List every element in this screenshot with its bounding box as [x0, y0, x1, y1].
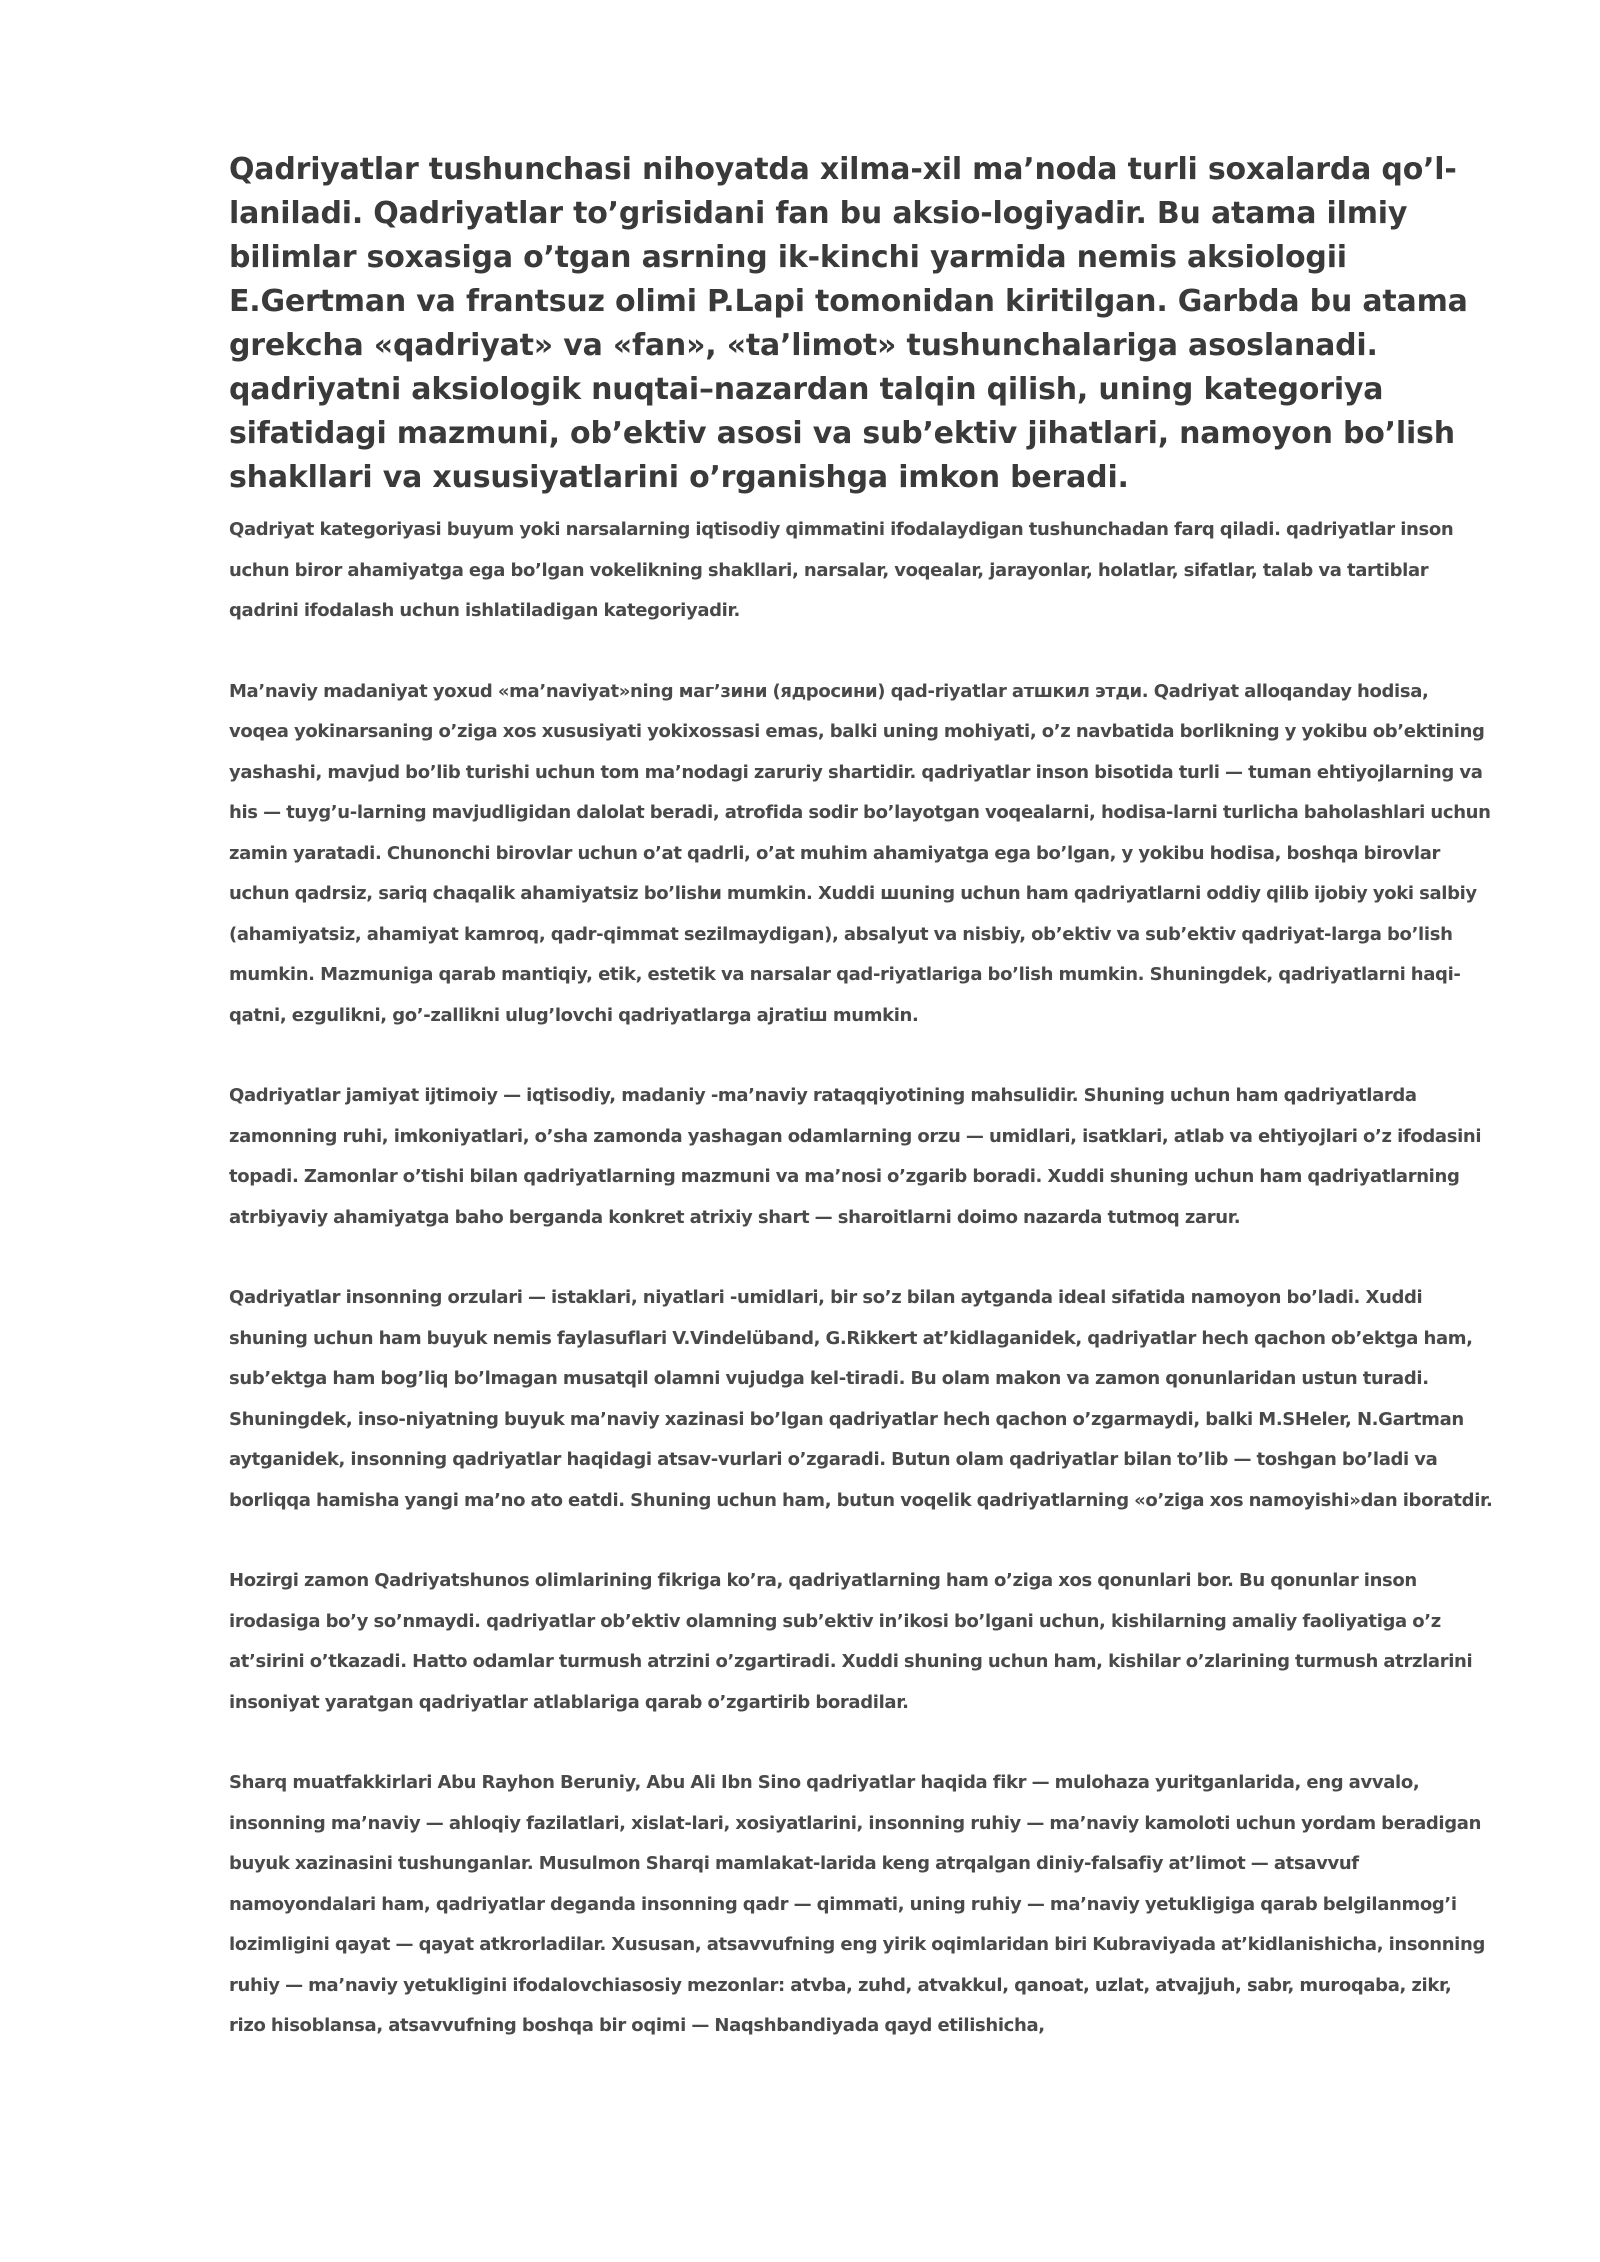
paragraph-5: Hozirgi zamon Qadriyatshunos olimlarining fikriga ko’ra, qadriyatlarning ham o’ziga xos qonunlari bor. Bu qonunlar inson irodasiga bo’y so’nmaydi. qadriyatlar ob’ektiv olamning sub’ektiv in’ikosi bo’lgani uchun, kishilarning amaliy faoliyatiga o’z at’sirini o’tkazadi. Hatto odamlar turmush atrzini o’zgartiradi. Xuddi shuning uchun ham, kishilar o’zlarining turmush atrzlarini insoniyat yaratgan qadriyatlar atlablariga qarab o’zgartirib boradilar. [229, 1570, 1473, 1713]
paragraph-6: Sharq muatfakkirlari Abu Rayhon Beruniy, Abu Ali Ibn Sino qadriyatlar haqida fikr — mulohaza yuritganlarida, eng avvalo, insonning ma’naviy — ahloqiy fazilatlari, xislat-lari, xosiyatlarini, insonning ruhiy — ma’naviy kamoloti uchun yordam beradigan buyuk xazinasini tushunganlar. Musulmon Sharqi mamlakat-larida keng atrqalgan diniy-falsafiy at’limot — atsavvuf namoyondalari ham, qadriyatlar deganda insonning qadr — qimmati, uning ruhiy — ma’naviy yetukligiga qarab belgilanmog’i lozimligini qayat — qayat atkrorladilar. Xususan, atsavvufning eng yirik oqimlaridan biri Kubraviyada at’kidlanishicha, insonning ruhiy — ma’naviy yetukligini ifodalovchiasosiy mezonlar: atvba, zuhd, atvakkul, qanoat, uzlat, atvajjuh, sabr, muroqaba, zikr, rizo hisoblansa, atsavvufning boshqa bir oqimi — Naqshbandiyada qayd etilishicha, [229, 1772, 1486, 2036]
paragraph-1: Qadriyat kategoriyasi buyum yoki narsalarning iqtisodiy qimmatini ifodalaydigan tushunchadan farq qiladi. qadriyatlar inson uchun biror ahamiyatga ega bo’lgan vokelikning shakllari, narsalar, voqealar, jarayonlar, holatlar, sifatlar, talab va tartiblar qadrini ifodalash uchun ishlatiladigan kategoriyadir. [229, 519, 1454, 621]
document-page [229, 148, 1493, 2047]
document-heading: Qadriyatlar tushunchasi nihoyatda xilma-xil ma’noda turli soxalarda qo’l-laniladi. Qadriyatlar to’grisidani fan bu aksio-logiyadir. Bu atama ilmiy bilimlar soxasiga o’tgan asrning ik-kinchi yarmida nemis aksiologii E.Gertman va frantsuz olimi P.Lapi tomonidan kiritilgan. Garbda bu atama grekcha «qadriyat» va «fan», «ta’limot» tushunchalariga asoslanadi. qadriyatni aksiologik nuqtai–nazardan talqin qilish, uning kategoriya sifatidagi mazmuni, ob’ektiv asosi va sub’ektiv jihatlari, namoyon bo’lish shakllari va xususiyatlarini o’rganishga imkon beradi. [229, 152, 1468, 495]
paragraph-4: Qadriyatlar insonning orzulari — istaklari, niyatlari -umidlari, bir so’z bilan aytganda ideal sifatida namoyon bo’ladi. Xuddi shuning uchun ham buyuk nemis faylasuflari V.Vindelüband, G.Rikkert at’kidlaganidek, qadriyatlar hech qachon ob’ektga ham, sub’ektga ham bog’liq bo’lmagan musatqil olamni vujudga kel-tiradi. Bu olam makon va zamon qonunlaridan ustun turadi. Shuningdek, inso-niyatning buyuk ma’naviy xazinasi bo’lgan qadriyatlar hech qachon o’zgarmaydi, balki M.SHeler, N.Gartman aytganidek, insonning qadriyatlar haqidagi atsav-vurlari o’zgaradi. Butun olam qadriyatlar bilan to’lib — toshgan bo’ladi va borliqqa hamisha yangi ma’no ato eatdi. Shuning uchun ham, butun voqelik qadriyatlarning «o’ziga xos namoyishi»dan iboratdir. [229, 1287, 1493, 1511]
paragraph-3: Qadriyatlar jamiyat ijtimoiy — iqtisodiy, madaniy -ma’naviy rataqqiyotining mahsulidir. Shuning uchun ham qadriyatlarda zamonning ruhi, imkoniyatlari, o’sha zamonda yashagan odamlarning orzu — umidlari, isatklari, atlab va ehtiyojlari o’z ifodasini topadi. Zamonlar o’tishi bilan qadriyatlarning mazmuni va ma’nosi o’zgarib boradi. Xuddi shuning uchun ham qadriyatlarning atrbiyaviy ahamiyatga baho berganda konkret atrixiy shart — sharoitlarni doimo nazarda tutmoq zarur. [229, 1085, 1482, 1228]
paragraph-2: Ma’naviy madaniyat yoxud «ma’naviyat»ning маг’зини (ядросини) qad-riyatlar атшкил этди. Qadriyat alloqanday hodisa, voqea yokinarsaning o’ziga xos xususiyati yokixossasi emas, balki uning mohiyati, o’z navbatida borlikning y yokibu ob’ektining yashashi, mavjud bo’lib turishi uchun tom ma’nodagi zaruriy shartidir. qadriyatlar inson bisotida turli — tuman ehtiyojlarning va his — tuyg’u-larning mavjudligidan dalolat beradi, atrofida sodir bo’layotgan voqealarni, hodisa-larni turlicha baholashlari uchun zamin yaratadi. Chunonchi birovlar uchun o’at qadrli, o’at muhim ahamiyatga ega bo’lgan, y yokibu hodisa, boshqa birovlar uchun qadrsiz, sariq chaqalik ahamiyatsiz bo’lishи mumkin. Xuddi шuning uchun ham qadriyatlarni oddiy qilib ijobiy yoki salbiy (ahamiyatsiz, ahamiyat kamroq, qadr-qimmat sezilmaydigan), absalyut va nisbiy, ob’ektiv va sub’ektiv qadriyat-larga bo’lish mumkin. Mazmuniga qarab mantiqiy, etik, estetik va narsalar qad-riyatlariga bo’lish mumkin. Shuningdek, qadriyatlarni haqi-qatni, ezgulikni, go’-zallikni ulug’lovchi qadriyatlarga ajratiш mumkin. [229, 680, 1491, 1026]
